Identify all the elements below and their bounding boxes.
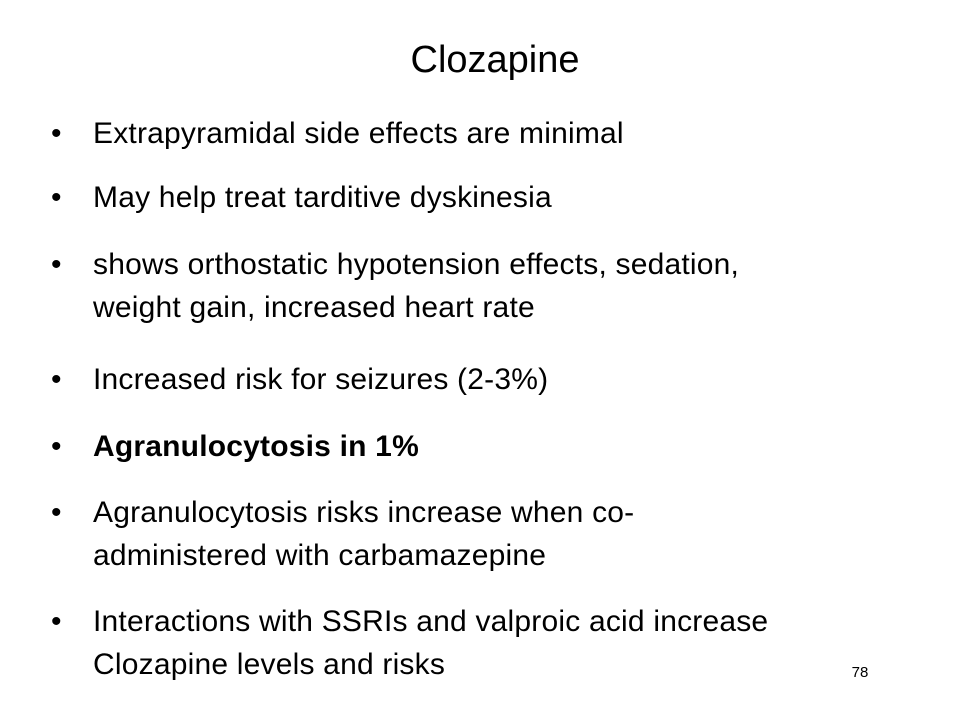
- bullet-marker: •: [51, 430, 62, 463]
- bullet-marker: •: [51, 496, 62, 529]
- slide-title: Clozapine: [410, 39, 580, 81]
- bullet-text: May help treat tarditive dyskinesia: [93, 181, 552, 214]
- bullet-text-line-2: weight gain, increased heart rate: [93, 291, 535, 324]
- page-number: 78: [851, 664, 869, 681]
- bullet-marker: •: [51, 117, 62, 150]
- bullet-marker: •: [51, 363, 62, 396]
- bullet-text-line-2: Clozapine levels and risks: [93, 648, 446, 681]
- bullet-marker: •: [51, 248, 62, 281]
- bullet-text-bold: Agranulocytosis in 1%: [93, 430, 419, 463]
- bullet-text-line-1: shows orthostatic hypotension effects, sedation,: [93, 248, 740, 281]
- bullet-text: Extrapyramidal side effects are minimal: [93, 117, 624, 150]
- bullet-marker: •: [51, 181, 62, 214]
- bullet-text-line-2: administered with carbamazepine: [93, 539, 547, 572]
- bullet-text-line-1: Interactions with SSRIs and valproic acid increase: [93, 605, 769, 638]
- bullet-text: Increased risk for seizures (2-3%): [93, 363, 549, 396]
- bullet-text-line-1: Agranulocytosis risks increase when co-: [93, 496, 635, 529]
- bullet-marker: •: [51, 605, 62, 638]
